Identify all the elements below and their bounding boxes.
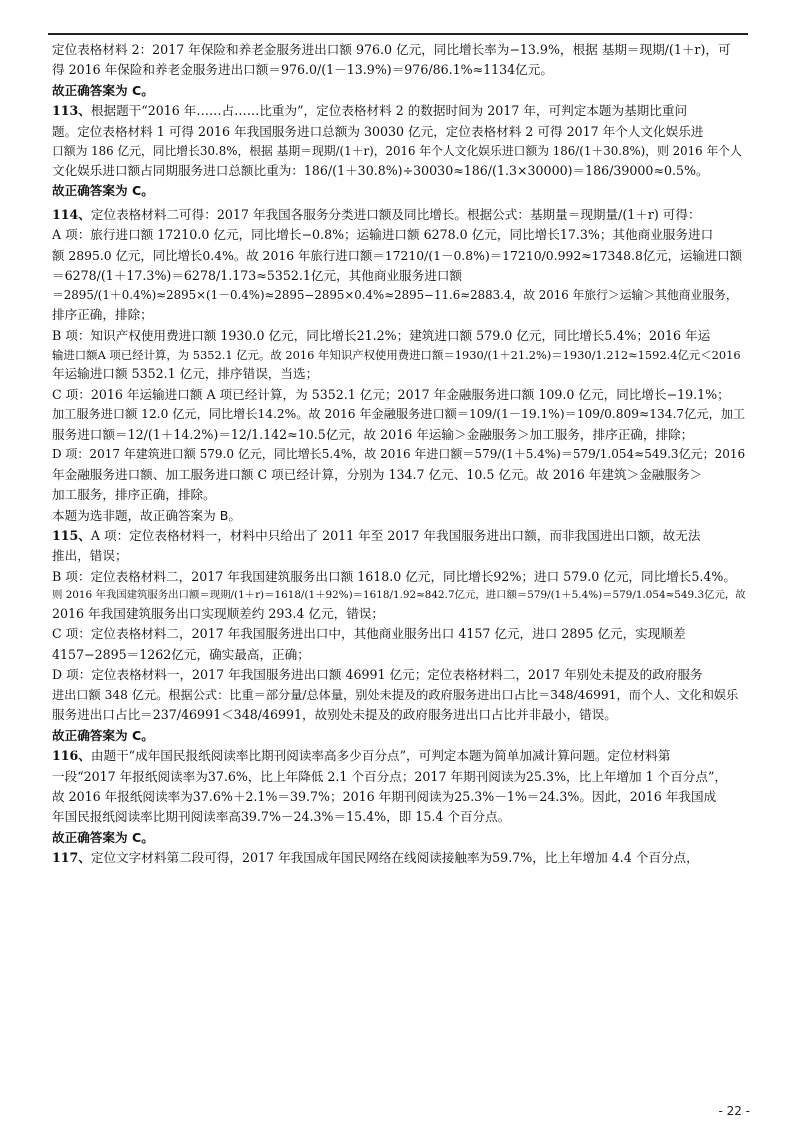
text-line: 年金融服务进口额、加工服务进口额 C 项已经计算，分别为 134.7 亿元、10.5 亿元。故 2016 年建筑＞金融服务＞	[52, 466, 703, 482]
text-line: 定位表格材料 2：2017 年保险和养老金服务进出口额 976.0 亿元，同比增长率为−13.9%，根据 基期＝现期/(1＋r)，可	[52, 42, 731, 57]
text-line: 进出口额 348 亿元。根据公式：比重＝部分量/总体量，别处未提及的政府服务进出口占比＝348/46991，而个人、文化和娱乐	[52, 687, 739, 702]
question-number: 116、	[52, 748, 91, 764]
text-line: ＝2895/(1＋0.4%)≈2895×(1－0.4%)≈2895−2895×0.4%≈2895−11.6≈2883.4，故 2016 年旅行＞运输＞其他商业服务，	[52, 288, 738, 303]
text-line: 得 2016 年保险和养老金服务进出口额＝976.0/(1－13.9%)＝976/86.1%≈1134亿元。	[52, 62, 553, 78]
text-line: 4157−2895＝1262亿元，确实最高，正确；	[52, 646, 310, 662]
text-line: 故 2016 年报纸阅读率为37.6%＋2.1%＝39.7%；2016 年期刊阅读为25.3%－1%＝24.3%。因此，2016 年我国成	[52, 788, 717, 804]
question-115	[52, 526, 748, 726]
text-segment: 定位表格材料二可得：2017 年我国各服务分类进口额及同比增长。根据公式：基期量＝现期量/(1＋r) 可得：	[90, 206, 701, 222]
question-number: 114、	[52, 206, 91, 222]
question-116	[52, 746, 748, 828]
text-line: 加工服务进口额 12.0 亿元，同比增长14.2%。故 2016 年金融服务进口额＝109/(1－19.1%)＝109/0.809≈134.7亿元，加工	[52, 407, 746, 422]
answer-line: 故正确答案为 C。	[52, 183, 154, 199]
page-number: - 22 -	[718, 1104, 750, 1118]
text-line: 2016 年我国建筑服务出口实现顺差约 293.4 亿元，错误；	[52, 606, 384, 622]
text-line: 服务进出口占比＝237/46991＜348/46991，故别处未提及的政府服务进出口占比并非最小，错误。	[52, 707, 617, 723]
text-segment: A 项：定位表格材料一，材料中只给出了 2011 年至 2017 年我国服务进出口额，而非我国进出口额，故无法	[90, 528, 701, 544]
answer-line: 故正确答案为 C。	[52, 727, 154, 743]
text-line: C 项：2016 年运输进口额 A 项已经计算，为 5352.1 亿元；2017 年金融服务进口额 109.0 亿元，同比增长−19.1%；	[52, 386, 730, 402]
text-line: 额 2895.0 亿元，同比增长0.4%。故 2016 年旅行进口额＝17210/(1－0.8%)＝17210/0.992≈17348.8亿元，运输进口额	[52, 247, 742, 263]
question-114	[52, 205, 748, 526]
answer-line: 故正确答案为 C。	[52, 829, 154, 845]
answer-line: 故正确答案为 C。	[52, 82, 154, 98]
text-line: C 项：定位表格材料二，2017 年我国服务进出口中，其他商业服务出口 4157 亿元，进口 2895 亿元，实现顺差	[52, 626, 686, 642]
text-line: 年国民报纸阅读率比期刊阅读率高39.7%－24.3%＝15.4%，即 15.4 个百分点。	[52, 809, 511, 825]
answer-line: 本题为选非题，故正确答案为 B。	[52, 507, 241, 523]
text-line	[52, 101, 748, 121]
text-line: 排序正确，排除；	[52, 307, 153, 323]
text-line: 题。定位表格材料 1 可得 2016 年我国服务进口总额为 30030 亿元，定位表格材料 2 可得 2017 年个人文化娱乐进	[52, 123, 704, 139]
text-line	[52, 848, 748, 868]
text-line: 一段“2017 年报纸阅读率为37.6%，比上年降低 2.1 个百分点；2017 年期刊阅读为25.3%，比上年增加 1 个百分点”，	[52, 768, 728, 784]
text-line: 口额为 186 亿元，同比增长30.8%，根据 基期＝现期/(1＋r)，2016 年个人文化娱乐进口额为 186/(1＋30.8%)，则 2016 年个人	[52, 143, 742, 158]
question-number: 113、	[52, 103, 91, 119]
text-segment: 根据题干“2016 年……占……比重为”，定位表格材料 2 的数据时间为 2017 年，可判定本题为基期比重问	[90, 103, 688, 119]
solution-block	[52, 40, 748, 81]
text-line: 年运输进口额 5352.1 亿元，排序错误，当选；	[52, 366, 319, 382]
question-117	[52, 848, 748, 868]
question-113	[52, 101, 748, 181]
text-line: B 项：定位表格材料二，2017 年我国建筑服务出口额 1618.0 亿元，同比增长92%；进口 579.0 亿元，同比增长5.4%。	[52, 568, 736, 584]
text-line	[52, 746, 748, 766]
text-line: 服务进口额＝12/(1＋14.2%)＝12/1.142≈10.5亿元，故 2016 年运输＞金融服务＞加工服务，排序正确，排除；	[52, 427, 694, 443]
text-line: A 项：旅行进口额 17210.0 亿元，同比增长−0.8%；运输进口额 6278.0 亿元，同比增长17.3%；其他商业服务进口	[52, 227, 714, 243]
text-line: D 项：2017 年建筑进口额 579.0 亿元，同比增长5.4%，故 2016 年进口额＝579/(1＋5.4%)＝579/1.054≈549.3亿元；2016	[52, 447, 746, 462]
text-line: 则 2016 年我国建筑服务出口额＝现期/(1＋r)＝1618/(1＋92%)＝1618/1.92≈842.7亿元，进口额＝579/(1＋5.4%)＝579/1.054≈549.3亿元，故	[52, 589, 746, 602]
question-number: 115、	[52, 528, 91, 544]
text-segment: 定位文字材料第二段可得，2017 年我国成年国民网络在线阅读接触率为59.7%，比上年增加 4.4 个百分点，	[90, 850, 699, 866]
text-line: 输进口额A 项已经计算，为 5352.1 亿元。故 2016 年知识产权使用费进口额＝1930/(1＋21.2%)＝1930/1.212≈1592.4亿元＜2016	[52, 348, 741, 362]
text-segment: 由题干“成年国民报纸阅读率比期刊阅读率高多少百分点”，可判定本题为简单加减计算问题。定位材料第	[90, 748, 671, 764]
text-line	[52, 205, 748, 225]
text-line: 文化娱乐进口额占同期服务进口总额比重为：186/(1＋30.8%)÷30030≈186/(1.3×30000)＝186/39000≈0.5%。	[52, 163, 709, 179]
text-line: 加工服务，排序正确，排除。	[52, 487, 216, 503]
document-body	[52, 40, 748, 868]
text-line: ＝6278/(1＋17.3%)＝6278/1.173≈5352.1亿元，其他商业服务进口额	[52, 267, 463, 283]
text-line: 推出，错误；	[52, 548, 128, 564]
text-line: B 项：知识产权使用费进口额 1930.0 亿元，同比增长21.2%；建筑进口额 579.0 亿元，同比增长5.4%；2016 年运	[52, 327, 711, 343]
text-line: D 项：定位表格材料一，2017 年我国服务进出口额 46991 亿元；定位表格材料二，2017 年别处未提及的政府服务	[52, 667, 703, 683]
text-line	[52, 526, 748, 546]
header-rule	[48, 33, 748, 35]
question-number: 117、	[52, 850, 91, 866]
